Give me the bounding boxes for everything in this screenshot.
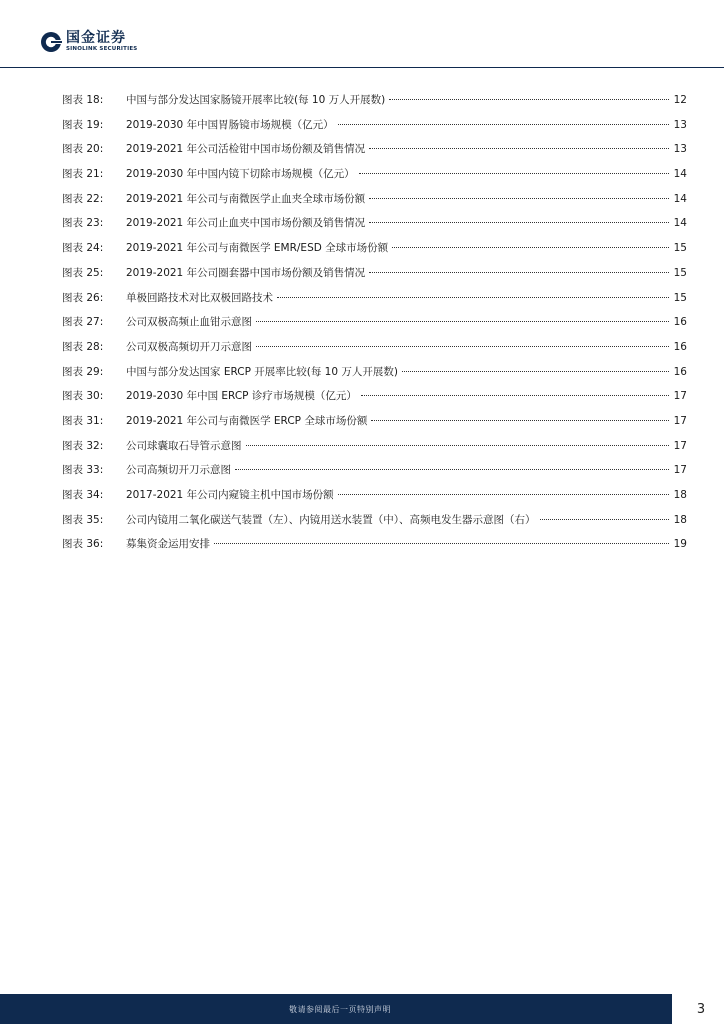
toc-entry-title[interactable]: 公司双极高频止血钳示意图: [126, 316, 252, 329]
toc-entry-title[interactable]: 2019-2021 年公司与南微医学 ERCP 全球市场份额: [126, 414, 368, 427]
toc-entry[interactable]: [62, 413, 687, 438]
toc-dot-leader: [256, 346, 669, 347]
toc-dot-leader: [338, 494, 669, 495]
toc-entry-label: 图表 23:: [62, 217, 104, 230]
toc-dot-leader: [277, 297, 669, 298]
toc-entry-title[interactable]: 2019-2021 年公司止血夹中国市场份额及销售情况: [126, 217, 366, 230]
toc-entry-title[interactable]: 公司双极高频切开刀示意图: [126, 340, 252, 353]
toc-dot-leader: [392, 247, 669, 248]
toc-entry-title[interactable]: 2019-2030 年中国胃肠镜市场规模（亿元）: [126, 118, 334, 131]
toc-entry[interactable]: [62, 536, 687, 561]
toc-dot-leader: [369, 272, 669, 273]
toc-entry-label: 图表 27:: [62, 316, 104, 329]
toc-dot-leader: [369, 148, 669, 149]
toc-entry-page: 16: [673, 316, 687, 329]
toc-entry-page: 14: [673, 168, 687, 181]
toc-entry[interactable]: [62, 191, 687, 216]
brand-name-cn: 国金证券: [66, 30, 126, 47]
toc-entry[interactable]: [62, 166, 687, 191]
toc-entry-title[interactable]: 中国与部分发达国家肠镜开展率比较(每 10 万人开展数): [126, 94, 386, 106]
toc-entry-label: 图表 33:: [62, 464, 104, 477]
toc-entry[interactable]: [62, 438, 687, 463]
toc-dot-leader: [359, 173, 669, 174]
figure-index-list: [62, 92, 687, 561]
toc-dot-leader: [256, 321, 669, 322]
brand-logo: [40, 30, 137, 54]
toc-entry-label: 图表 19:: [62, 118, 104, 131]
toc-entry-title[interactable]: 2019-2030 年中国 ERCP 诊疗市场规模（亿元）: [126, 390, 357, 403]
toc-entry-label: 图表 20:: [62, 143, 104, 156]
toc-entry[interactable]: [62, 215, 687, 240]
toc-entry-label: 图表 28:: [62, 340, 104, 353]
toc-entry[interactable]: [62, 141, 687, 166]
toc-entry-label: 图表 34:: [62, 489, 104, 501]
toc-entry-label: 图表 29:: [62, 365, 104, 378]
toc-entry[interactable]: [62, 265, 687, 290]
toc-entry-label: 图表 24:: [62, 242, 104, 255]
toc-entry-label: 图表 36:: [62, 538, 104, 551]
toc-entry[interactable]: [62, 487, 687, 512]
toc-entry-title[interactable]: 2019-2021 年公司与南微医学止血夹全球市场份额: [126, 192, 366, 205]
toc-entry-page: 13: [673, 143, 687, 156]
footer-bar: [0, 994, 672, 1024]
toc-entry-page: 19: [673, 538, 687, 551]
toc-entry-label: 图表 21:: [62, 168, 104, 181]
toc-entry-page: 17: [673, 464, 687, 477]
toc-entry[interactable]: [62, 290, 687, 315]
toc-dot-leader: [246, 445, 670, 446]
toc-dot-leader: [361, 395, 669, 396]
toc-entry[interactable]: [62, 512, 687, 537]
toc-entry-label: 图表 35:: [62, 513, 104, 526]
toc-dot-leader: [369, 198, 669, 199]
toc-dot-leader: [402, 371, 669, 372]
toc-entry-page: 15: [673, 266, 687, 279]
toc-entry-label: 图表 25:: [62, 266, 104, 279]
toc-entry-page: 16: [673, 340, 687, 353]
toc-entry[interactable]: [62, 117, 687, 142]
toc-entry-page: 15: [673, 291, 687, 304]
toc-entry[interactable]: [62, 462, 687, 487]
toc-entry-page: 18: [673, 513, 687, 526]
toc-dot-leader: [540, 519, 670, 520]
toc-entry-label: 图表 26:: [62, 291, 104, 304]
toc-entry-label: 图表 31:: [62, 414, 104, 427]
toc-entry-page: 12: [673, 94, 687, 106]
page-footer: [0, 994, 724, 1024]
disclaimer-note: 敬请参阅最后一页特别声明: [289, 1004, 391, 1014]
toc-entry[interactable]: [62, 364, 687, 389]
toc-entry-title[interactable]: 公司内镜用二氧化碳送气装置（左）、内镜用送水装置（中）、高频电发生器示意图（右）: [126, 513, 536, 526]
toc-dot-leader: [369, 222, 669, 223]
sinolink-logo-icon: [40, 31, 62, 53]
toc-entry-page: 17: [673, 439, 687, 452]
toc-entry-page: 18: [673, 489, 687, 501]
toc-entry[interactable]: [62, 240, 687, 265]
toc-entry-label: 图表 30:: [62, 390, 104, 403]
toc-entry-label: 图表 32:: [62, 439, 104, 452]
toc-entry-title[interactable]: 2019-2021 年公司与南微医学 EMR/ESD 全球市场份额: [126, 242, 389, 255]
toc-entry-title[interactable]: 2019-2030 年中国内镜下切除市场规模（亿元）: [126, 168, 355, 181]
toc-entry-title[interactable]: 2017-2021 年公司内窥镜主机中国市场份额: [126, 489, 334, 501]
toc-entry-page: 14: [673, 192, 687, 205]
toc-entry[interactable]: [62, 92, 687, 117]
toc-entry-title[interactable]: 2019-2021 年公司圈套器中国市场份额及销售情况: [126, 266, 366, 279]
toc-entry-title[interactable]: 中国与部分发达国家 ERCP 开展率比较(每 10 万人开展数): [126, 365, 398, 378]
toc-entry-page: 15: [673, 242, 687, 255]
toc-entry-page: 17: [673, 390, 687, 403]
brand-name-en: SINOLINK SECURITIES: [66, 46, 138, 53]
toc-dot-leader: [214, 543, 669, 544]
toc-dot-leader: [338, 124, 669, 125]
toc-entry-page: 14: [673, 217, 687, 230]
toc-entry-title[interactable]: 公司高频切开刀示意图: [126, 464, 231, 477]
toc-entry-title[interactable]: 公司球囊取石导管示意图: [126, 439, 242, 452]
page-number: 3: [696, 1001, 706, 1017]
toc-entry-label: 图表 18:: [62, 94, 104, 106]
toc-entry-page: 17: [673, 414, 687, 427]
toc-entry-label: 图表 22:: [62, 192, 104, 205]
toc-dot-leader: [389, 99, 669, 100]
header-divider: [0, 67, 724, 68]
toc-entry[interactable]: [62, 314, 687, 339]
toc-dot-leader: [371, 420, 669, 421]
toc-entry-title[interactable]: 2019-2021 年公司活检钳中国市场份额及销售情况: [126, 143, 366, 156]
toc-dot-leader: [235, 469, 669, 470]
toc-entry-page: 16: [673, 365, 687, 378]
page-header: [0, 0, 724, 68]
toc-entry-title[interactable]: 募集资金运用安排: [126, 538, 210, 551]
toc-entry[interactable]: [62, 388, 687, 413]
toc-entry[interactable]: [62, 339, 687, 364]
toc-entry-page: 13: [673, 118, 687, 131]
toc-entry-title[interactable]: 单极回路技术对比双极回路技术: [126, 291, 273, 304]
